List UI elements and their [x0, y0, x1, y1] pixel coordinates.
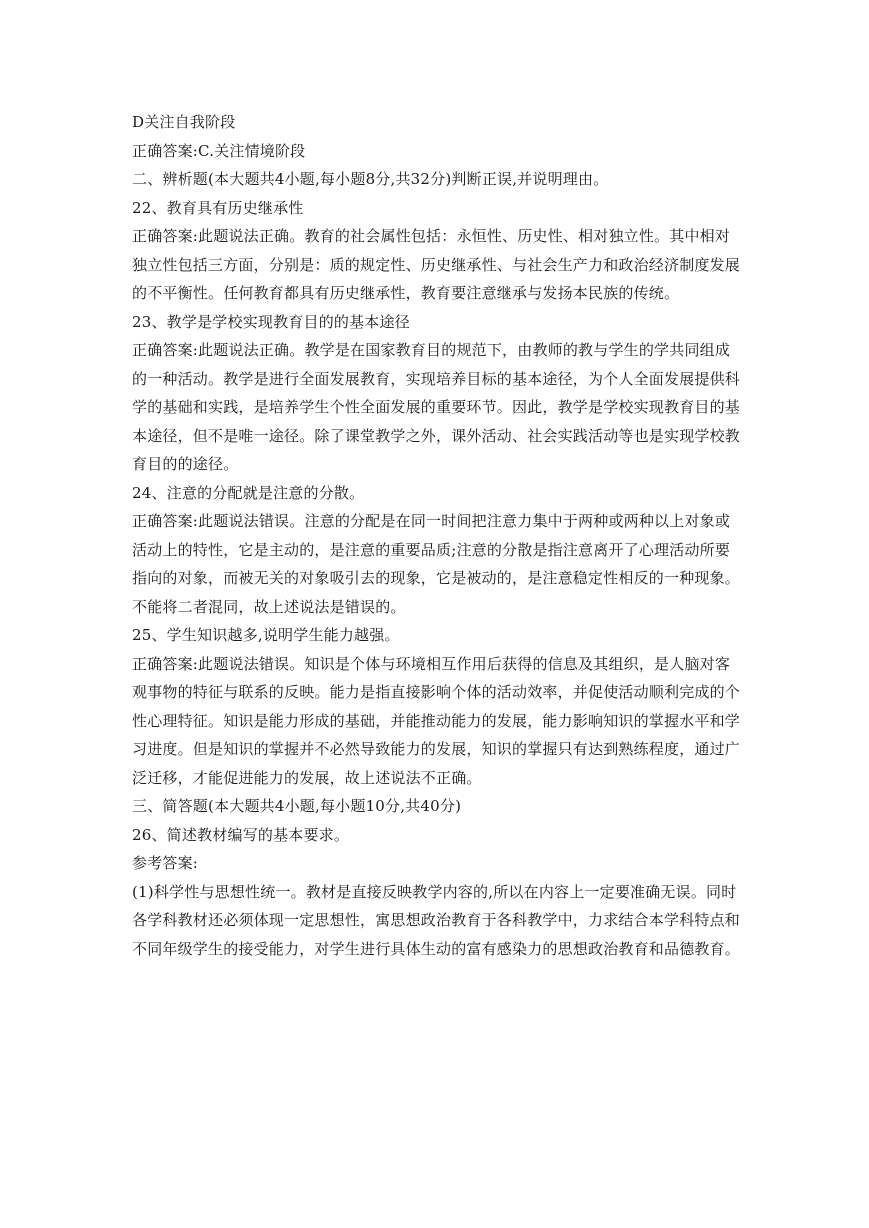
answer-26-line-2: 各学科教材还必须体现一定思想性，寓思想政治教育于各科教学中，力求结合本学科特点和	[132, 911, 741, 929]
reference-answer-label: 参考答案:	[132, 854, 199, 872]
answer-24-line-3: 指向的对象，而被无关的对象吸引去的现象，它是被动的，是注意稳定性相反的一种现象。	[132, 569, 741, 587]
answer-24-line-4: 不能将二者混同，故上述说法是错误的。	[132, 597, 406, 616]
answer-22-line-1: 正确答案:此题说法正确。教育的社会属性包括：永恒性、历史性、相对独立性。其中相对	[132, 227, 731, 245]
document-page	[132, 108, 740, 963]
answer-25-line-4: 习进度。但是知识的掌握并不必然导致能力的发展，知识的掌握只有达到熟练程度，通过广	[132, 740, 741, 758]
question-24: 24、注意的分配就是注意的分散。	[132, 483, 365, 502]
answer-24-line-2: 活动上的特性，它是主动的，是注意的重要品质;注意的分散是指注意离开了心理活动所要	[132, 540, 731, 559]
option-d-line: D关注自我阶段	[132, 113, 236, 131]
question-26: 26、简述教材编写的基本要求。	[132, 825, 350, 844]
answer-25-line-2: 观事物的特征与联系的反映。能力是指直接影响个体的活动效率，并促使活动顺利完成的个	[132, 683, 741, 701]
answer-24-line-1: 正确答案:此题说法错误。注意的分配是在同一时间把注意力集中于两种或两种以上对象或	[132, 512, 731, 530]
answer-23-line-4: 本途径，但不是唯一途径。除了课堂教学之外，课外活动、社会实践活动等也是实现学校教	[132, 426, 741, 445]
answer-23-line-1: 正确答案:此题说法正确。教学是在国家教育目的规范下，由教师的教与学生的学共同组成	[132, 341, 731, 359]
answer-26-line-3: 不同年级学生的接受能力，对学生进行具体生动的富有感染力的思想政治教育和品德教育。	[132, 939, 741, 958]
answer-23-line-2: 的一种活动。教学是进行全面发展教育，实现培养目标的基本途径，为个人全面发展提供科	[132, 369, 741, 388]
section-3-heading: 三、简答题(本大题共4小题,每小题10分,共40分)	[132, 797, 462, 815]
answer-25-line-5: 泛迁移，才能促进能力的发展，故上述说法不正确。	[132, 768, 482, 787]
answer-22-line-3: 的不平衡性。任何教育都具有历史继承性，教育要注意继承与发扬本民族的传统。	[132, 284, 680, 302]
answer-23-line-5: 育目的的途径。	[132, 455, 239, 473]
answer-23-line-3: 学的基础和实践，是培养学生个性全面发展的重要环节。因此，教学是学校实现教育目的基	[132, 398, 741, 416]
section-2-heading: 二、辨析题(本大题共4小题,每小题8分,共32分)判断正误,并说明理由。	[132, 170, 609, 188]
answer-25-line-1: 正确答案:此题说法错误。知识是个体与环境相互作用后获得的信息及其组织，是人脑对客	[132, 654, 731, 673]
answer-22-line-2: 独立性包括三方面，分别是：质的规定性、历史继承性、与社会生产力和政治经济制度发展	[132, 255, 741, 274]
answer-26-line-1: (1)科学性与思想性统一。教材是直接反映教学内容的,所以在内容上一定要准确无误。同时	[132, 882, 737, 901]
question-23: 23、教学是学校实现教育目的的基本途径	[132, 312, 410, 331]
question-22: 22、教育具有历史继承性	[132, 198, 304, 217]
answer-21-line: 正确答案:C.关注情境阶段	[132, 141, 306, 160]
answer-25-line-3: 性心理特征。知识是能力形成的基础，并能推动能力的发展，能力影响知识的掌握水平和学	[132, 711, 741, 730]
question-25: 25、学生知识越多,说明学生能力越强。	[132, 626, 400, 644]
